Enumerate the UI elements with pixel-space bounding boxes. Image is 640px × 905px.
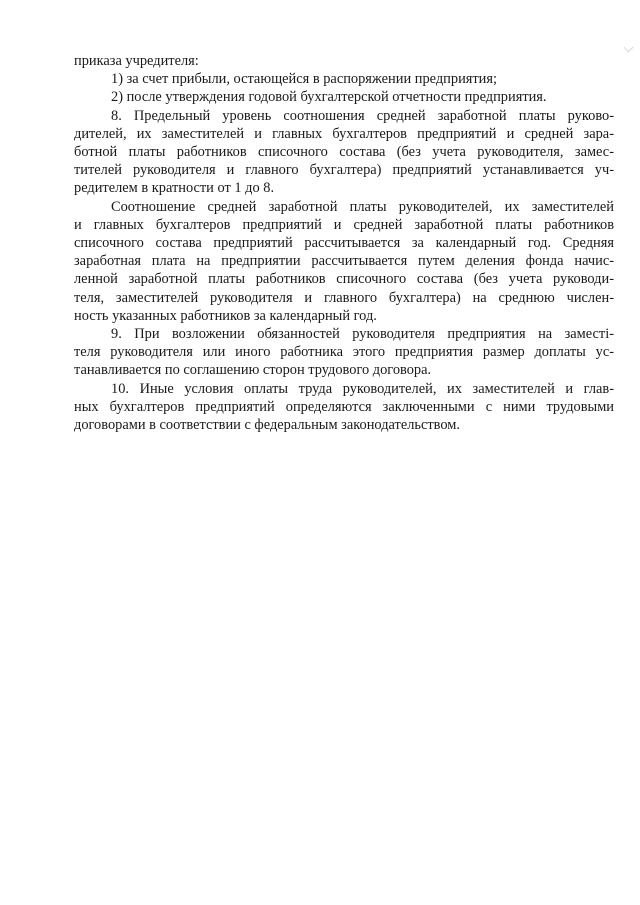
paragraph-8-line: редителем в кратности от 1 до 8. [74,180,275,197]
paragraph-9-line: теля руководителя или иного работника этого предприятия размер доплаты ус- [74,344,614,361]
paragraph-10-line: 10. Иные условия оплаты труда руководителей, их заместителей и глав- [111,380,614,397]
text-line: приказа учредителя: [74,53,199,69]
paragraph-8-line: тителей руководителя и главного бухгалтера) предприятий устанавливается уч- [74,162,614,179]
list-item: 1) за счет прибыли, остающейся в распоряжении предприятия; [111,71,498,88]
paragraph-10-line: ных бухгалтеров предприятий определяются заключенными с ними трудовыми [74,398,614,415]
list-item: 2) после утверждения годовой бухгалтерской отчетности предприятия. [111,89,547,106]
paragraph-ratio-line: списочного состава предприятий рассчитывается за календарный год. Средняя [74,235,614,252]
paragraph-10-line: договорами в соответствии с федеральным законодательством. [74,417,460,434]
paragraph-ratio-line: ность указанных работников за календарный год. [74,307,377,324]
paragraph-8-line: дителей, их заместителей и главных бухгалтеров предприятий и средней зара- [74,125,614,142]
document-body [74,52,614,434]
paragraph-ratio-line: Соотношение средней заработной платы руководителей, их заместителей [111,198,614,215]
scan-mark [624,43,634,53]
paragraph-ratio-line: и главных бухгалтеров предприятий и средней заработной платы работников [74,216,614,233]
paragraph-ratio-line: ленной заработной платы работников списочного состава (без учета руководи- [74,271,614,288]
paragraph-8-line: 8. Предельный уровень соотношения средней заработной платы руково- [111,107,614,124]
paragraph-ratio-line: заработная плата на предприятии рассчитывается путем деления фонда начис- [74,253,614,270]
paragraph-9-line: танавливается по соглашению сторон трудового договора. [74,362,432,379]
paragraph-9-line: 9. При возложении обязанностей руководителя предприятия на заместі- [111,326,614,343]
paragraph-8-line: ботной платы работников списочного состава (без учета руководителя, замес- [74,144,614,161]
paragraph-ratio-line: теля, заместителей руководителя и главного бухгалтера) на среднюю числен- [74,289,614,306]
